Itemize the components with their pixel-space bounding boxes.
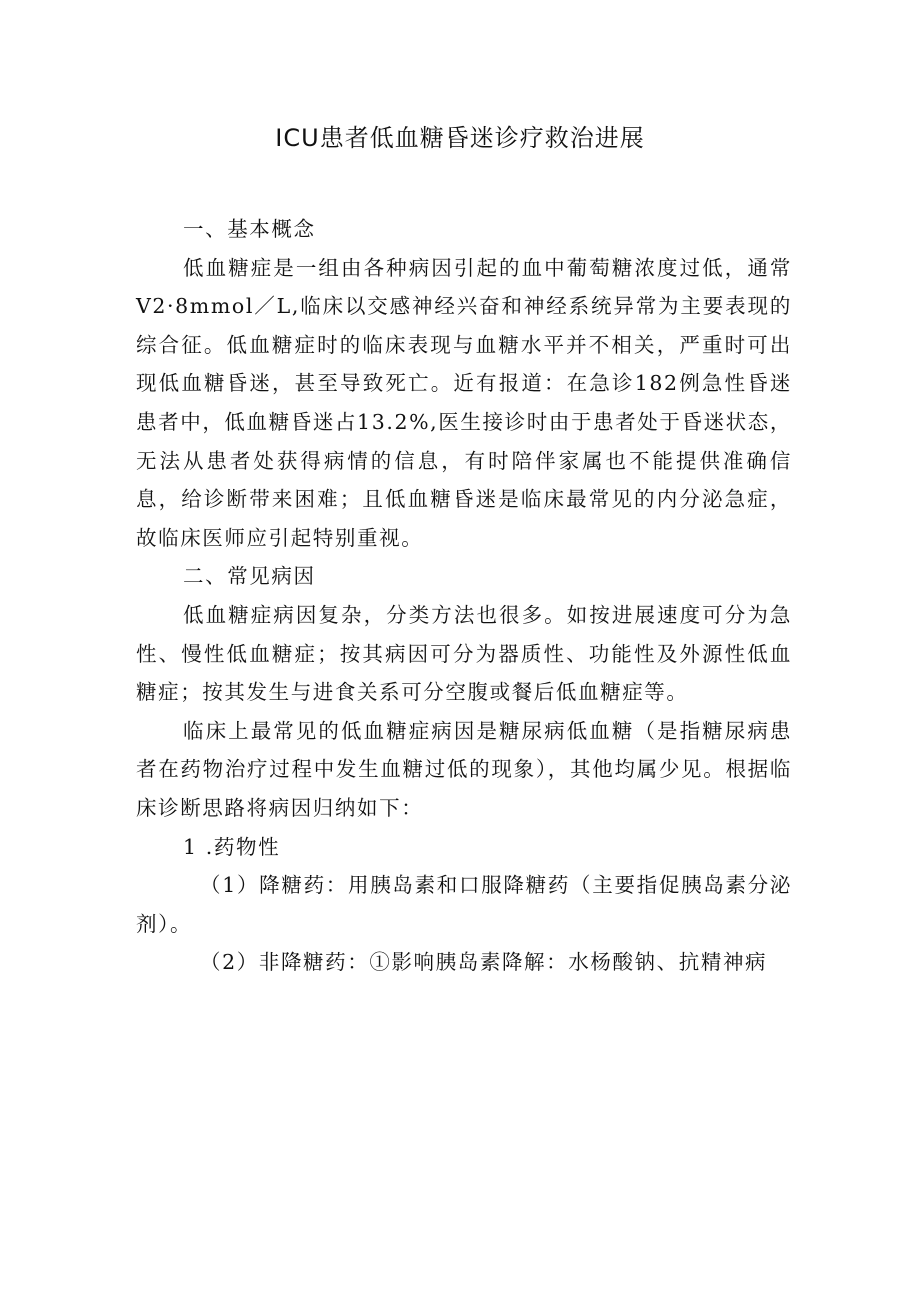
document-title: ICU患者低血糖昏迷诊疗救治进展 bbox=[275, 124, 645, 152]
list-item-non-hypoglycemic-drugs: （2）非降糖药：①影响胰岛素降解：水杨酸钠、抗精神病 bbox=[200, 950, 768, 975]
list-item-hypoglycemic-drugs: （1）降糖药：用胰岛素和口服降糖药（主要指促胰岛素分泌剂）。 bbox=[136, 873, 792, 936]
paragraph-clinical-causes: 临床上最常见的低血糖症病因是糖尿病低血糖（是指糖尿病患者在药物治疗过程中发生血糖过低的现象），其他均属少见。根据临床诊断思路将病因归纳如下： bbox=[136, 718, 792, 820]
paragraph-definition: 低血糖症是一组由各种病因引起的血中葡萄糖浓度过低，通常V2·8mmol／L,临床以交感神经兴奋和神经系统异常为主要表现的综合征。低血糖症时的临床表现与血糖水平并不相关，严重时可出现低血糖昏迷，甚至导致死亡。近有报道：在急诊182例急性昏迷患者中，低血糖昏迷占13.2%,医生接诊时由于患者处于昏迷状态，无法从患者处获得病情的信息，有时陪伴家属也不能提供准确信息，给诊断带来困难；且低血糖昏迷是临床最常见的内分泌急症，故临床医师应引起特别重视。 bbox=[136, 255, 792, 550]
section-heading-common-causes: 二、常见病因 bbox=[183, 564, 316, 589]
paragraph-classification: 低血糖症病因复杂，分类方法也很多。如按进展速度可分为急性、慢性低血糖症；按其病因可分为器质性、功能性及外源性低血糖症；按其发生与进食关系可分空腹或餐后低血糖症等。 bbox=[136, 602, 792, 705]
subheading-drug-induced: 1 .药物性 bbox=[183, 834, 281, 859]
document-body bbox=[136, 210, 792, 982]
section-heading-basic-concept: 一、基本概念 bbox=[183, 217, 316, 241]
